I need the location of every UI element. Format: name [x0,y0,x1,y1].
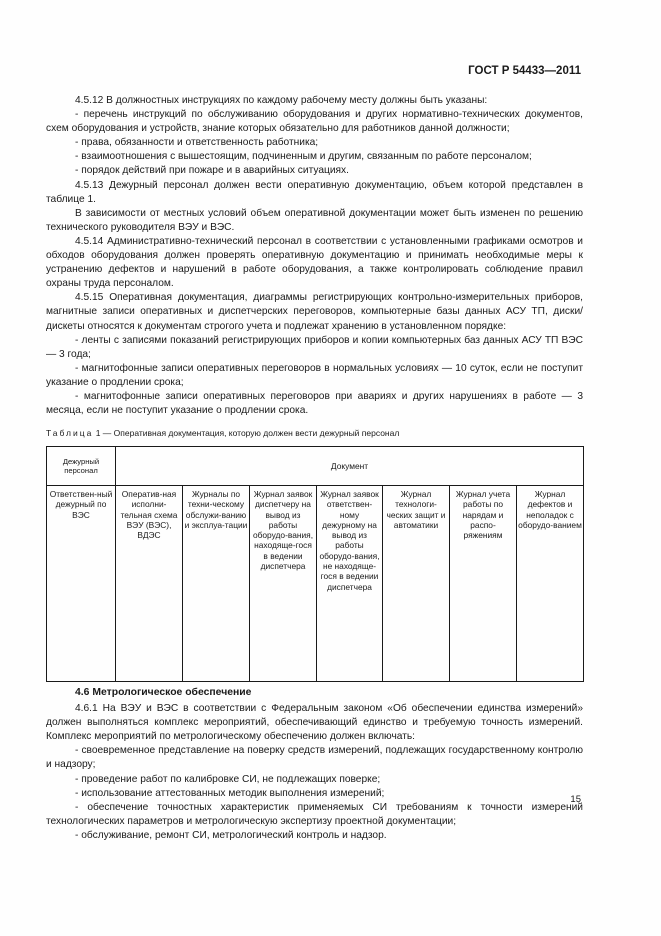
paragraph: 4.5.13 Дежурный персонал должен вести оперативную документацию, объем которой представлен в таблице 1. [46,179,583,205]
metrology-section [46,686,583,843]
header-document: Документ [116,447,584,486]
documentation-table [46,446,584,682]
cell-document: Оператив-ная исполни-тельная схема ВЭУ (ВЭС), ВДЭС [116,486,183,682]
cell-document: Журнал заявок диспетчеру на вывод из работы оборудо-вания, находяще-гося в ведении диспетчера [250,486,317,682]
page-number: 15 [570,794,581,805]
body-text [46,94,583,418]
paragraph: В зависимости от местных условий объем оперативной документации может быть изменен по решению технического руководителя ВЭУ и ВЭС. [46,207,583,233]
paragraph: - магнитофонные записи оперативных переговоров в нормальных условиях — 10 суток, если не поступит указание о продлении срока; [46,362,583,388]
table-caption-prefix: Таблица [46,428,94,438]
cell-document: Журналы по техни-ческому обслужи-ванию и эксплуа-тации [183,486,250,682]
paragraph: - своевременное представление на поверку средств измерений, подлежащих государственному контролю и надзору; [46,745,583,771]
header-personnel: Дежурный персонал [47,447,116,486]
cell-document: Журнал заявок ответствен-ному дежурному на вывод из работы оборудо-вания, не находяще-гося в ведении диспетчера [317,486,383,682]
paragraph: 4.6.1 На ВЭУ и ВЭС в соответствии с Федеральным законом «Об обеспечении единства измерений» должен выполняться комплекс мероприятий, обеспечивающий единство и требуемую точность измерений. Комплекс мероприятий по метрологическому обеспечению должен включать: [46,703,583,743]
paragraph: - магнитофонные записи оперативных переговоров при авариях и других нарушениях в работе — 3 месяца, если не поступит указание о продлении срока. [46,390,583,417]
section-title: 4.6 Метрологическое обеспечение [75,687,252,698]
paragraph: - взаимоотношения с вышестоящим, подчиненным и другим, связанным по работе персоналом; [75,151,532,163]
paragraph: - ленты с записями показаний регистрирующих приборов и копии компьютерных баз данных АСУ ТП ВЭС — 3 года; [46,334,583,360]
paragraph: 4.5.14 Административно-технический персонал в соответствии с установленными графиками осмотров и обходов оборудования должен проверять оперативную документацию и принимать необходимые меры к устранению дефектов и нарушений в работе оборудования, а также контролировать соблюдение правил охраны труда персоналом. [46,235,583,290]
paragraph: - проведение работ по калибровке СИ, не подлежащих поверке; [75,773,381,785]
table-caption-text: 1 — Оперативная документация, которую должен вести дежурный персонал [95,428,400,438]
paragraph: - обеспечение точностных характеристик применяемых СИ требованиям к точности измерений технологических параметров и метрологическую экспертизу проектной документации; [46,801,583,827]
table-row [47,486,584,682]
paragraph: - перечень инструкций по обслуживанию оборудования и других нормативно-технических документов, схем оборудования и устройств, знание которых обязательно для работников данной должности; [46,109,583,135]
cell-document: Журнал дефектов и неполадок с оборудо-ванием [517,486,584,682]
cell-personnel: Ответствен-ный дежурный по ВЭС [47,486,116,682]
paragraph: - использование аттестованных методик выполнения измерений; [75,787,385,799]
cell-document: Журнал технологи-ческих защит и автоматики [383,486,450,682]
paragraph: - права, обязанности и ответственность работника; [75,137,319,149]
paragraph: - обслуживание, ремонт СИ, метрологический контроль и надзор. [75,829,387,841]
cell-document: Журнал учета работы по нарядам и распо-ряжениям [450,486,517,682]
paragraph: - порядок действий при пожаре и в аварийных ситуациях. [75,165,349,177]
document-code: ГОСТ Р 54433—2011 [468,65,581,77]
paragraph: 4.5.12 В должностных инструкциях по каждому рабочему месту должны быть указаны: [75,95,488,106]
table-caption [46,428,399,438]
paragraph: 4.5.15 Оперативная документация, диаграммы регистрирующих контрольно-измерительных приборов, магнитные записи оперативных и диспетчерских переговоров, компьютерные базы данных АСУ ТП, диски/дискеты относятся к документам строгого учета и подлежат хранению в установленном порядке: [46,292,583,332]
